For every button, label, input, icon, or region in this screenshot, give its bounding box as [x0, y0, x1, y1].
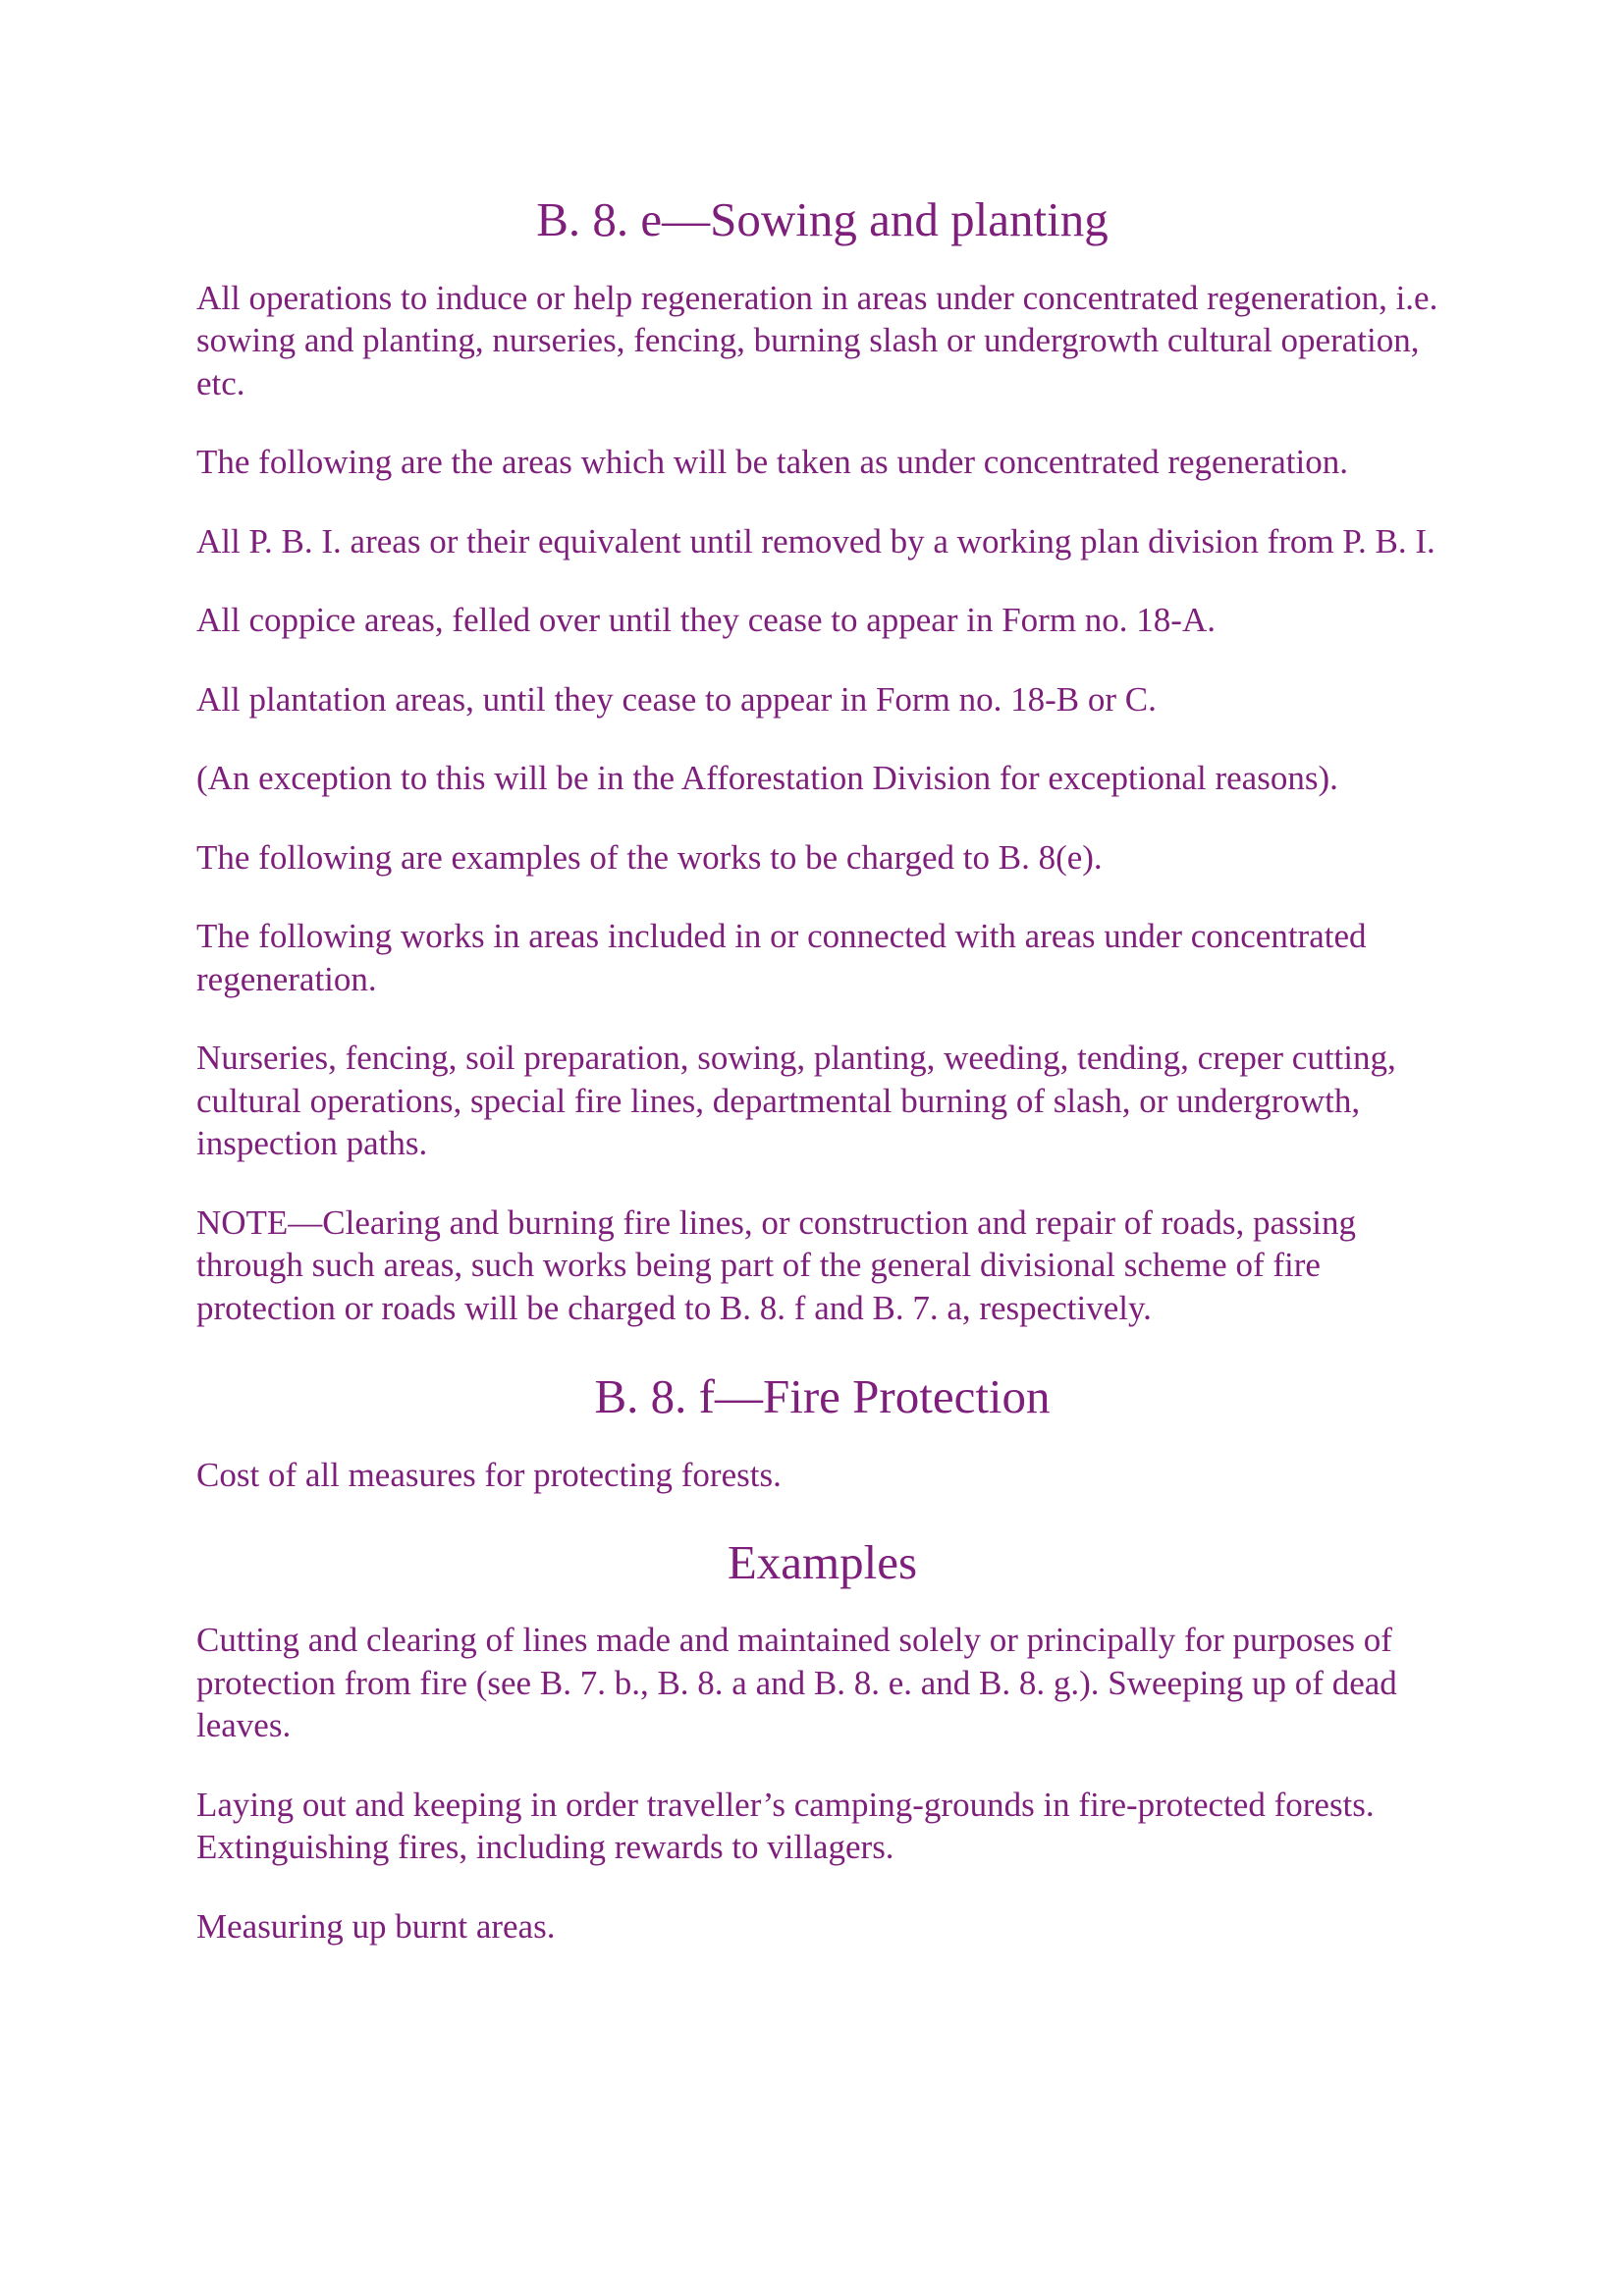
paragraph: The following are examples of the works to be charged to B. 8(e).: [196, 837, 1103, 877]
paragraph: The following works in areas included in or connected with areas under concentrated regeneration.: [196, 917, 1367, 998]
paragraph: Cutting and clearing of lines made and maintained solely or principally for purposes of protection from fire (see B. 7. b., B. 8. a and B. 8. e. and B. 8. g.). Sweeping up of dead leaves.: [196, 1621, 1397, 1745]
note-paragraph: NOTE—Clearing and burning fire lines, or construction and repair of roads, passing through such areas, such works being part of the general divisional scheme of fire protection or roads will be charged to B. 8. f and B. 7. a, respectively.: [196, 1202, 1356, 1327]
paragraph: Laying out and keeping in order traveller’s camping-grounds in fire-protected forests. Extinguishing fires, including rewards to villagers.: [196, 1785, 1375, 1867]
section-heading-fire-protection: B. 8. f—Fire Protection: [594, 1369, 1051, 1424]
paragraph: (An exception to this will be in the Afforestation Division for exceptional reasons).: [196, 759, 1338, 798]
paragraph: All operations to induce or help regeneration in areas under concentrated regeneration, i.e. sowing and planting, nurseries, fencing, burning slash or undergrowth cultural operation, etc.: [196, 278, 1438, 402]
paragraph: All coppice areas, felled over until they cease to appear in Form no. 18-A.: [196, 601, 1216, 640]
paragraph: Nurseries, fencing, soil preparation, sowing, planting, weeding, tending, creper cutting, cultural operations, special fire lines, departmental burning of slash, or undergrowth, inspection paths.: [196, 1039, 1396, 1163]
section-heading-examples: Examples: [727, 1534, 918, 1589]
paragraph: Measuring up burnt areas.: [196, 1906, 556, 1946]
paragraph: All plantation areas, until they cease to appear in Form no. 18-B or C.: [196, 679, 1157, 719]
paragraph: All P. B. I. areas or their equivalent until removed by a working plan division from P. B. I.: [196, 521, 1435, 561]
section-heading-sowing-and-planting: B. 8. e—Sowing and planting: [536, 192, 1109, 246]
paragraph: The following are the areas which will be taken as under concentrated regeneration.: [196, 443, 1348, 482]
document-page: [196, 191, 1448, 1984]
paragraph: Cost of all measures for protecting forests.: [196, 1456, 782, 1495]
